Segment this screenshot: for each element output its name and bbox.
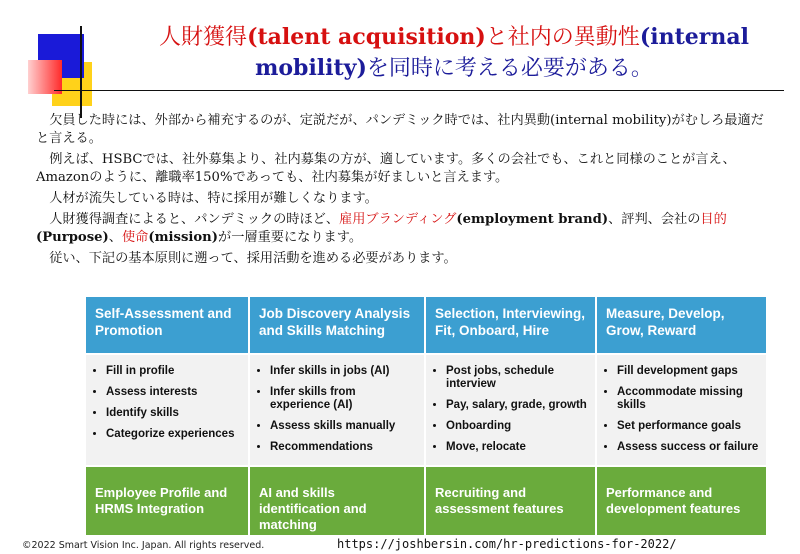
list-item: • Assess success or failure — [617, 441, 760, 454]
column-items — [250, 355, 424, 465]
list-item: • Fill development gaps — [617, 365, 760, 378]
paragraph-3: 人材が流失している時は、特に採用が難しくなります。 — [49, 191, 378, 206]
decor-vertical-line — [80, 26, 82, 118]
paragraph-1: 欠員した時には、外部から補充するのが、定説だが、パンデミック時では、社内異動(internal mobility)がむしろ最適だと言える。 — [36, 113, 764, 146]
column-footer: Employee Profile and HRMS Integration — [86, 467, 248, 535]
body-text — [36, 112, 776, 271]
list-item: • Post jobs, schedule interview — [446, 365, 589, 391]
copyright-text: ©2022 Smart Vision Inc. Japan. All rights reserved. — [22, 540, 265, 551]
column-header: Self-Assessment and Promotion — [86, 297, 248, 353]
column-items — [597, 355, 766, 465]
paragraph-5: 従い、下記の基本原則に遡って、採用活動を進める必要があります。 — [49, 251, 457, 266]
page-title: 人財獲得(talent acquisition)と社内の異動性(internal mobility)を同時に考える必要がある。 — [159, 24, 749, 81]
source-url[interactable]: https://joshbersin.com/hr-predictions-for-2022/ — [337, 537, 677, 551]
list-item: • Recommendations — [270, 441, 418, 454]
list-item: • Move, relocate — [446, 441, 589, 454]
column-items — [426, 355, 595, 465]
column-header: Job Discovery Analysis and Skills Matching — [250, 297, 424, 353]
list-item: • Categorize experiences — [106, 428, 242, 441]
list-item: • Identify skills — [106, 407, 242, 420]
list-item: • Assess skills manually — [270, 420, 418, 433]
paragraph-2: 例えば、HSBCでは、社外募集より、社内募集の方が、適しています。多くの会社でも、これと同様のことが言え、Amazonのように、離職率150%であっても、社内募集が好ましいと言えます。 — [36, 152, 736, 185]
paragraph-4: 人財獲得調査によると、パンデミックの時ほど、雇用ブランディング(employment brand)、評判、会社の目的(Purpose)、使命(mission)が一層重要になります。 — [36, 212, 727, 245]
list-item: • Accommodate missing skills — [617, 386, 760, 412]
list-item: • Onboarding — [446, 420, 589, 433]
list-item: • Assess interests — [106, 386, 242, 399]
column-items — [86, 355, 248, 465]
list-item: • Set performance goals — [617, 420, 760, 433]
column-footer: Performance and development features — [597, 467, 766, 535]
column-footer: AI and skills identification and matching — [250, 467, 424, 535]
decor-horizontal-line — [54, 90, 784, 91]
list-item: • Infer skills in jobs (AI) — [270, 365, 418, 378]
process-table — [86, 297, 765, 534]
column-header: Measure, Develop, Grow, Reward — [597, 297, 766, 353]
list-item: • Infer skills from experience (AI) — [270, 386, 418, 412]
list-item: • Fill in profile — [106, 365, 242, 378]
decor-red-square — [28, 60, 62, 94]
list-item: • Pay, salary, grade, growth — [446, 399, 589, 412]
column-header: Selection, Interviewing, Fit, Onboard, Hire — [426, 297, 595, 353]
column-footer: Recruiting and assessment features — [426, 467, 595, 535]
